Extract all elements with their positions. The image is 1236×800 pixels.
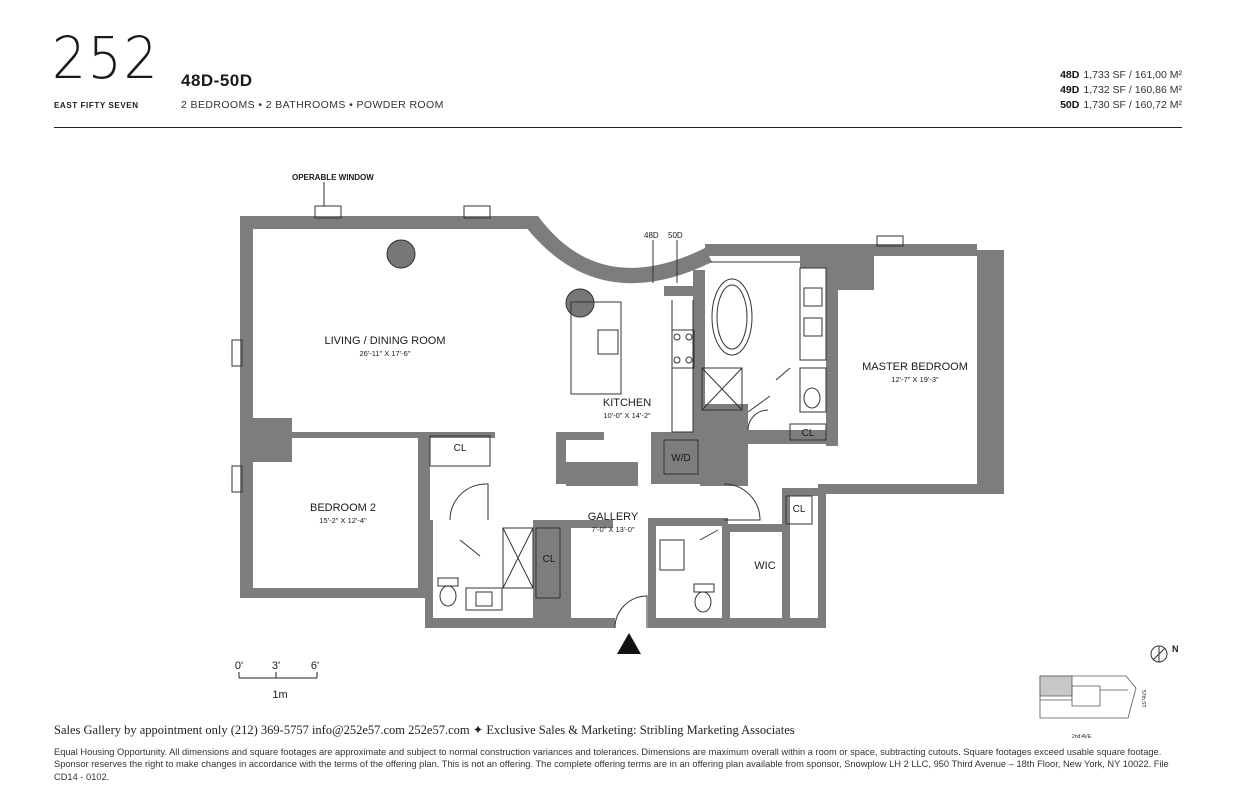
- unit-subtitle: 2 BEDROOMS • 2 BATHROOMS • POWDER ROOM: [181, 99, 444, 111]
- brand-logo-number: 252: [52, 24, 160, 92]
- room-cl-bedroom: CL: [453, 443, 467, 454]
- room-wd: W/D: [671, 453, 691, 464]
- room-gallery-name: GALLERY: [587, 511, 639, 523]
- callout-48d: 48D: [644, 231, 659, 240]
- key-plan: [1040, 676, 1136, 718]
- keyplan-street-h: 2nd AVE.: [1072, 734, 1093, 740]
- keyplan-street-v: 57th ST.: [1140, 690, 1146, 709]
- sf-row-48d: 48D 1,733 SF / 161,00 M²: [1060, 69, 1182, 81]
- room-wic: WIC: [754, 560, 776, 572]
- room-cl-gallery: CL: [542, 554, 556, 565]
- scale-tick-3: 3': [271, 660, 281, 672]
- callout-50d: 50D: [668, 231, 683, 240]
- north-arrow-icon: [1151, 646, 1167, 662]
- room-cl-master: CL: [801, 428, 815, 439]
- unit-title: 48D-50D: [181, 71, 253, 90]
- scale-meter: 1m: [272, 689, 288, 701]
- north-label: N: [1172, 644, 1179, 654]
- room-master-dims: 12'-7" X 19'-3": [891, 375, 939, 384]
- scale-tick-6: 6': [310, 660, 320, 672]
- entry-arrow-icon: [617, 633, 641, 654]
- scale-bar: [235, 660, 319, 701]
- room-cl-wic: CL: [792, 504, 806, 515]
- room-master-name: MASTER BEDROOM: [862, 361, 968, 373]
- room-gallery-dims: 7'-0" X 13'-0": [591, 525, 635, 534]
- scale-tick-0: 0': [234, 660, 244, 672]
- callout-operable-window: OPERABLE WINDOW: [292, 173, 374, 182]
- column-living: [387, 240, 415, 268]
- disclaimer-text: Equal Housing Opportunity. All dimensions and square footages are approximate and subject to normal construction variances and tolerances. Dimensions are maximum overall within a room or space, subtracting cutouts. Square footages exceed usable square footage. Sponsor reserves the right to make changes in accordance with the terms of the offering plan. This is not an offering. The complete offering terms are in an offering plan available from sponsor, Snowplow LH 2 LLC, 950 Third Avenue – 18th Floor, New York, NY 10022. File CD14 - 0102.: [54, 747, 1169, 782]
- room-living-name: LIVING / DINING ROOM: [324, 335, 446, 347]
- contact-line: Sales Gallery by appointment only (212) 369-5757 info@252e57.com 252e57.com ✦ Exclusive Sales & Marketing: Stribling Marketing Associates: [54, 723, 795, 737]
- sf-row-49d: 49D 1,732 SF / 160,86 M²: [1060, 84, 1182, 96]
- sf-row-50d: 50D 1,730 SF / 160,72 M²: [1060, 99, 1182, 111]
- room-bedroom2-name: BEDROOM 2: [309, 502, 377, 514]
- room-living-dims: 26'-11" X 17'-6": [359, 349, 411, 358]
- brand-logo-subtitle: EAST FIFTY SEVEN: [54, 101, 139, 110]
- column-kitchen: [566, 289, 594, 317]
- room-bedroom2-dims: 15'-2" X 12'-4": [319, 516, 367, 525]
- room-kitchen-name: KITCHEN: [602, 397, 652, 409]
- room-kitchen-dims: 10'-0" X 14'-2": [603, 411, 651, 420]
- plan-walls: [240, 216, 1004, 628]
